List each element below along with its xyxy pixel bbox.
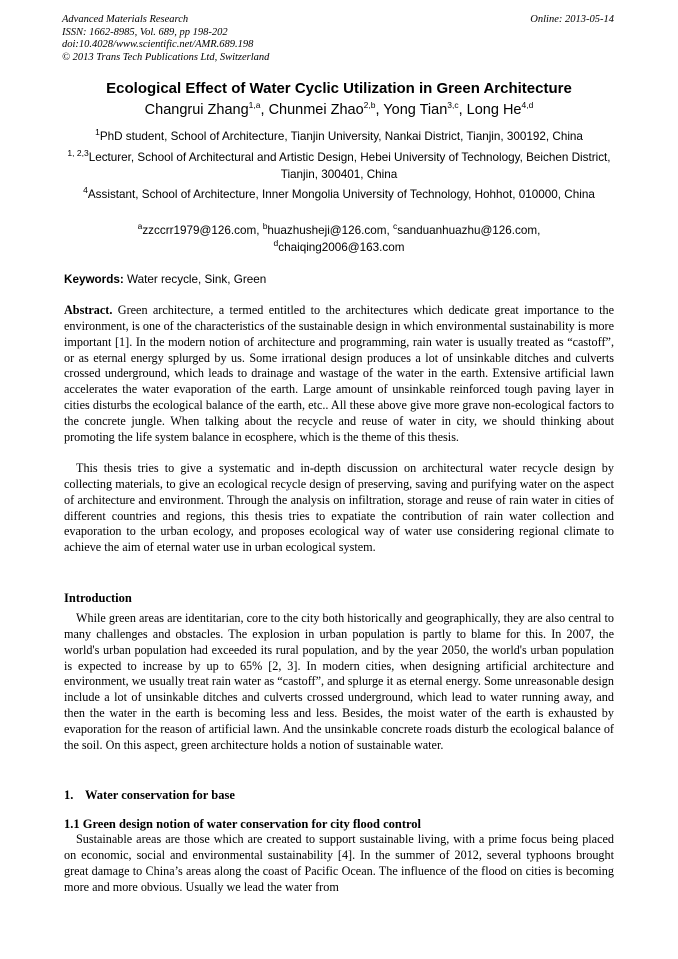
affiliation-text: PhD student, School of Architecture, Tianjin University, Nankai District, Tianjin, 300192, China <box>99 130 583 143</box>
issn-line: ISSN: 1662-8985, Vol. 689, pp 198-202 <box>62 26 228 38</box>
author-sup: 1,a <box>248 100 261 111</box>
doi-line: doi:10.4028/www.scientific.net/AMR.689.198 <box>62 39 254 50</box>
email-sup: b <box>262 221 268 232</box>
section-number: 1. <box>64 788 74 802</box>
author-sup: 3,c <box>447 100 459 111</box>
affiliation-1 <box>64 129 614 146</box>
affiliation-text: Lecturer, School of Architectural and Artistic Design, Hebei University of Technology, Beichen District, Tianjin, 300401, China <box>88 151 611 181</box>
abstract-text: Green architecture, a termed entitled to the architectures which dedicate great importance to the environment, is one of the characteristics of the sustainable design in which environmental sustainability is more important [1]. In the modern notion of architecture and programming, rain water is usually treated as “castoff”, or as eternal energy splurged by us. Some irrational design produces a lot of unsinkable ditches and culverts crossed underground, which leads to drainage and wastage of the water in the earth. Extensive artificial lawn accelerates the water evaporation of the earth. Large amount of unsinkable reinforced tough paving layer in cities disturbs the ecological balance of the earth, etc.. All these above give more grave non-ecological factors to the concrete jungle. When talking about the recycle and reuse of water in city, we should thinking about promoting the life system balance in ecosphere, which is the theme of this thesis. <box>64 303 614 444</box>
keywords <box>64 272 266 288</box>
email-link: zzccrr1979@126.com <box>142 224 257 237</box>
affiliation-sup: 1, 2,3 <box>67 148 89 159</box>
online-date: Online: 2013-05-14 <box>530 14 614 25</box>
introduction-paragraph: While green areas are identitarian, core to the city both historically and geographically, they are also central to many challenges and obstacles. The explosion in urban population is partly to blame for this. In 2007, the world's urban population had exceeded its rural population, and by the year 2050, the world's urban population is expected to increase by up to 65% [2, 3]. In modern cities, when designing artificial architecture and environment, we usually treat rain water as “castoff”, and splurge it as eternal energy. Some unreasonable design include a lot of unsinkable ditches and culverts crossed underground, which lead to water running away, and then the water in the earth is becoming less and less. Besides, the moist water of the earth is exhausted by evaporation for the reason of artificial lawn. And the unsinkable concrete roads disturb the ecological balance of the soil. On this aspect, green architecture holds a notion of sustainable water. <box>64 611 614 752</box>
journal-name: Advanced Materials Research <box>62 14 189 25</box>
abstract-paragraph <box>64 303 614 446</box>
author-sup: 4,d <box>521 100 534 111</box>
email-link: huazhusheji@126.com <box>267 224 387 237</box>
section-heading-introduction: Introduction <box>64 591 132 605</box>
affiliation-sup: 4 <box>83 185 88 196</box>
author-name: Changrui Zhang <box>144 102 249 118</box>
keywords-text: Water recycle, Sink, Green <box>127 273 267 286</box>
email-sup: a <box>137 221 143 232</box>
email-link: sanduanhuazhu@126.com <box>397 224 538 237</box>
section-title: Water conservation for base <box>85 788 235 802</box>
running-header <box>62 14 269 64</box>
affiliation-sup: 1 <box>95 127 100 138</box>
abstract-paragraph-2: This thesis tries to give a systematic and in-depth discussion on architectural water recycle design by collecting materials, to give an ecological recycle design of preserving, saving and purifying water on the aspect of architecture and environment. Through the analysis on infiltration, storage and reuse of rain water in cities of different countries and regions, this thesis tries to expatiate the contribution of rain water collection and evaporation to the urban ecology, and proposes ecological way of water use considering regional climate to achieve the aim of eternal water use in urban ecological system. <box>64 461 614 555</box>
email-sup: d <box>273 237 279 248</box>
author-sup: 2,b <box>363 100 376 111</box>
abstract-label: Abstract. <box>64 303 113 317</box>
author-name: Long He <box>466 102 522 118</box>
affiliation-2 <box>64 150 614 183</box>
subsection-heading-1-1: 1.1 Green design notion of water conservation for city flood control <box>64 817 422 831</box>
author-name: Chunmei Zhao <box>268 102 364 118</box>
section-heading-1 <box>64 787 235 803</box>
email-sup: c <box>393 221 398 232</box>
affiliation-3 <box>64 187 614 204</box>
section-1-1-paragraph: Sustainable areas are those which are created to support sustainable living, with a prime focus being placed on economic, social and environmental sustainability [4]. In the summer of 2012, several typhoons brought great damage to China’s areas along the coast of Pacific Ocean. The influence of the flood on cities is becoming more and more obvious. Usually we lead the water from <box>64 832 614 894</box>
keywords-label: Keywords: <box>64 273 124 286</box>
author-name: Yong Tian <box>383 102 448 118</box>
email-link: chaiqing2006@163.com <box>278 240 405 254</box>
author-list: Changrui Zhang$^{1,a}$, Chunmei Zhao$^{2,b}$, Yong Tian$^{3,c}$, Long He$^{4,d}$ <box>144 100 534 118</box>
affiliation-text: Assistant, School of Architecture, Inner Mongolia University of Technology, Hohhot, 010000, China <box>87 188 595 201</box>
email-list: $^a$zzccrr1979@126.com, $^b$huazhusheji@126.com, $^c$sanduanhuazhu@126.com, $^d$chaiqing2006@163.com <box>137 221 541 254</box>
paper-title: Ecological Effect of Water Cyclic Utilization in Green Architecture <box>106 80 572 97</box>
copyright-line: © 2013 Trans Tech Publications Ltd, Switzerland <box>62 51 270 63</box>
